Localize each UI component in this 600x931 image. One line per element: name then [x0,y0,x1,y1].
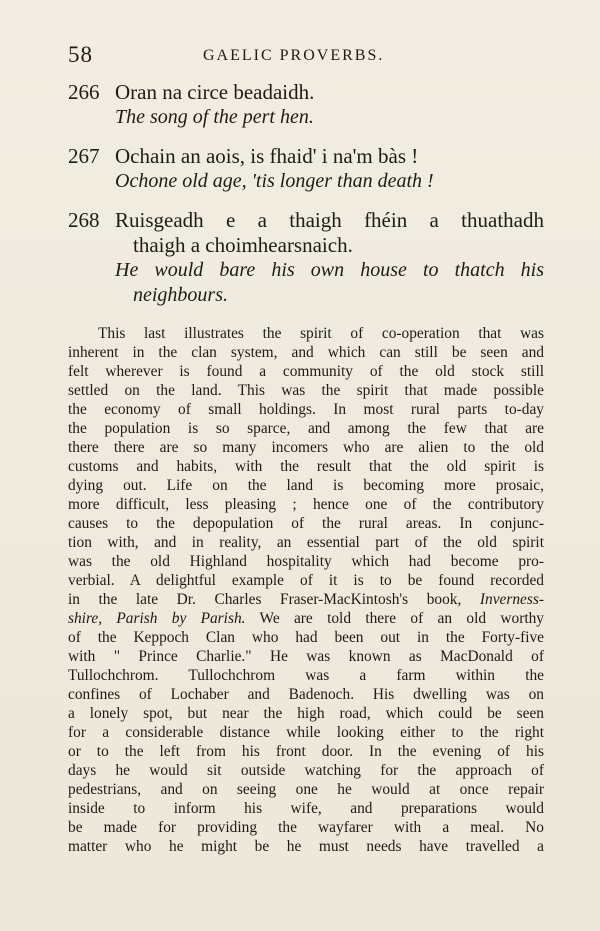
italic-book-title: shire, Parish by Parish. [68,610,246,627]
text-line: the population is so sparce, and among the few that are [68,420,544,437]
italic-book-title: Inverness- [479,591,544,608]
text-line: confines of Lochaber and Badenoch. His dwelling was on [68,686,544,703]
text-line-with-italic [68,609,544,628]
running-head: GAELIC PROVERBS. [203,47,385,64]
text-line-with-italic [68,590,544,609]
text-line: causes to the depopulation of the rural areas. In conjunc- [68,515,544,532]
text-line: Tullochchrom. Tullochchrom was a farm within the [68,667,544,684]
text-line: was the old Highland hospitality which had become pro- [68,553,544,570]
proverb-266 [68,80,544,130]
text-line: for a considerable distance while looking either to the right [68,724,544,741]
text-line: more difficult, less pleasing ; hence one of the contributory [68,496,544,513]
text-line: inside to inform his wife, and preparations would [68,800,544,817]
proverb-number: 268 [68,208,100,232]
proverb-english: The song of the pert hen. [115,106,314,128]
text-line: the economy of small holdings. In most rural parts to-day [68,401,544,418]
proverb-number: 267 [68,144,100,168]
text-line: with " Prince Charlie." He was known as MacDonald of [68,648,544,665]
proverb-268 [68,208,544,308]
text-line: a lonely spot, but near the high road, which could be seen [68,705,544,722]
proverb-gaelic-continued: thaigh a choimhearsnaich. [133,233,353,257]
text-line-suffix: We are told there of an old worthy [245,610,544,627]
proverb-number: 266 [68,80,100,104]
proverb-english: Ochone old age, 'tis longer than death ! [115,170,434,192]
text-line: settled on the land. This was the spirit that made possible [68,382,544,399]
text-line: or to the left from his front door. In the evening of his [68,743,544,760]
page-number: 58 [68,42,93,67]
text-line: pedestrians, and on seeing one he would at once repair [68,781,544,798]
proverb-gaelic: Ochain an aois, is fhaid' i na'm bàs ! [115,144,419,168]
text-line: be made for providing the wayfarer with a meal. No [68,819,544,836]
text-line: of the Keppoch Clan who had been out in the Forty-five [68,629,544,646]
text-line: inherent in the clan system, and which can still be seen and [68,344,544,361]
text-line: dying out. Life on the land is becoming more prosaic, [68,477,544,494]
proverb-english-continued: neighbours. [133,284,228,306]
text-line-prefix: in the late Dr. Charles Fraser-MacKintosh's book, [68,591,480,608]
proverb-267 [68,144,544,194]
page-header [68,38,544,78]
text-line: tion with, and in reality, an essential part of the old spirit [68,534,544,551]
text-line: This last illustrates the spirit of co-operation that was [98,325,544,342]
commentary-paragraph [68,324,544,856]
text-line: verbial. A delightful example of it is to be found recorded [68,572,544,589]
proverb-gaelic: Oran na circe beadaidh. [115,80,315,104]
text-line: days he would sit outside watching for the approach of [68,762,544,779]
proverb-gaelic: Ruisgeadh e a thaigh fhéin a thuathadh [115,208,544,232]
text-line: matter who he might be he must needs have travelled a [68,838,544,855]
text-line: there there are so many incomers who are alien to the old [68,439,544,456]
proverb-english: He would bare his own house to thatch his [115,259,544,281]
text-line: felt wherever is found a community of the old stock still [68,363,544,380]
text-line: customs and habits, with the result that the old spirit is [68,458,544,475]
